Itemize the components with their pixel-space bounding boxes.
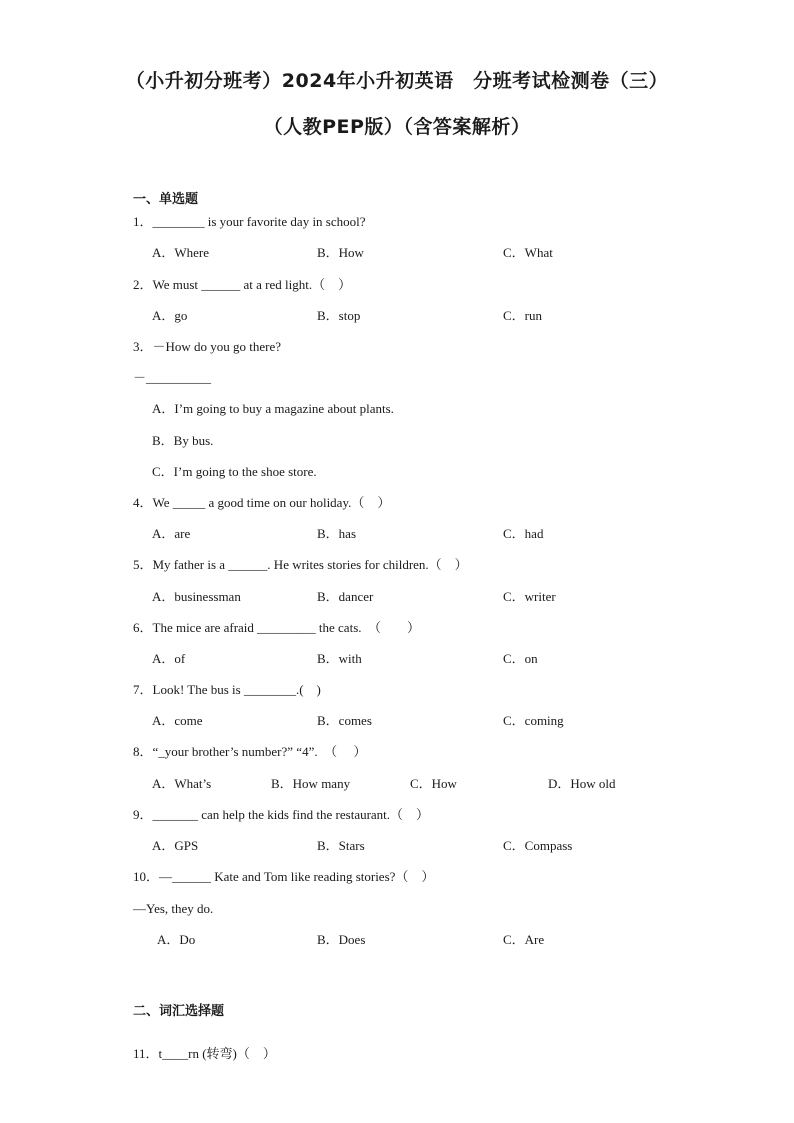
question-stem: 9．_______ can help the kids find the restaurant.（ ） — [133, 807, 430, 822]
question-stem: 8．“_your brother’s number?” “4”. （ ） — [133, 744, 367, 759]
option-c[interactable]: C．I’m going to the shoe store. — [152, 464, 317, 479]
option-a[interactable]: A．Where — [152, 245, 210, 260]
answer-blank: －__________ — [133, 370, 212, 385]
option-c[interactable]: C．Are — [503, 932, 545, 947]
option-c[interactable]: C．run — [503, 308, 543, 323]
option-c[interactable]: C．How — [410, 776, 457, 791]
option-c[interactable]: C．What — [503, 245, 553, 260]
option-b[interactable]: B．How many — [271, 776, 351, 791]
question-stem: 4．We _____ a good time on our holiday.（ ） — [133, 495, 391, 510]
question-stem: 6．The mice are afraid _________ the cats. （ ） — [133, 620, 420, 635]
question-stem: 1．________ is your favorite day in school? — [133, 214, 366, 229]
dialogue-reply: —Yes, they do. — [133, 901, 214, 916]
document-title-line1: （小升初分班考）2024年小升初英语 分班考试检测卷（三） — [125, 70, 669, 92]
option-a[interactable]: A．I’m going to buy a magazine about plants. — [152, 401, 394, 416]
question-stem: 10．—______ Kate and Tom like reading stories?（ ） — [133, 869, 435, 884]
section-heading-vocabulary: 二、词汇选择题 — [133, 1004, 225, 1019]
option-a[interactable]: A．businessman — [152, 589, 241, 604]
question-stem: 7．Look! The bus is ________.( ) — [133, 682, 321, 697]
section-heading-single-choice: 一、单选题 — [133, 192, 199, 207]
option-b[interactable]: B．comes — [317, 713, 372, 728]
question-stem: 2．We must ______ at a red light.（ ） — [133, 277, 352, 292]
option-c[interactable]: C．coming — [503, 713, 564, 728]
question-stem: 5．My father is a ______. He writes stories for children.（ ） — [133, 557, 468, 572]
option-a[interactable]: A．GPS — [152, 838, 199, 853]
option-b[interactable]: B．By bus. — [152, 433, 214, 448]
option-a[interactable]: A．are — [152, 526, 191, 541]
option-c[interactable]: C．had — [503, 526, 544, 541]
option-b[interactable]: B．How — [317, 245, 364, 260]
option-b[interactable]: B．Stars — [317, 838, 365, 853]
option-b[interactable]: B．dancer — [317, 589, 374, 604]
option-d[interactable]: D．How old — [548, 776, 616, 791]
option-b[interactable]: B．stop — [317, 308, 361, 323]
option-a[interactable]: A．go — [152, 308, 188, 323]
document-title-line2: （人教PEP版）（含答案解析） — [263, 116, 531, 138]
option-c[interactable]: C．writer — [503, 589, 556, 604]
option-a[interactable]: A．of — [152, 651, 186, 666]
option-b[interactable]: B．with — [317, 651, 362, 666]
option-b[interactable]: B．Does — [317, 932, 366, 947]
option-c[interactable]: C．Compass — [503, 838, 573, 853]
option-a[interactable]: A．Do — [157, 932, 196, 947]
option-a[interactable]: A．What’s — [152, 776, 212, 791]
option-c[interactable]: C．on — [503, 651, 538, 666]
question-stem: 11．t____rn (转弯)（ ） — [133, 1046, 276, 1061]
question-stem: 3．－How do you go there? — [133, 339, 282, 354]
option-b[interactable]: B．has — [317, 526, 357, 541]
option-a[interactable]: A．come — [152, 713, 203, 728]
